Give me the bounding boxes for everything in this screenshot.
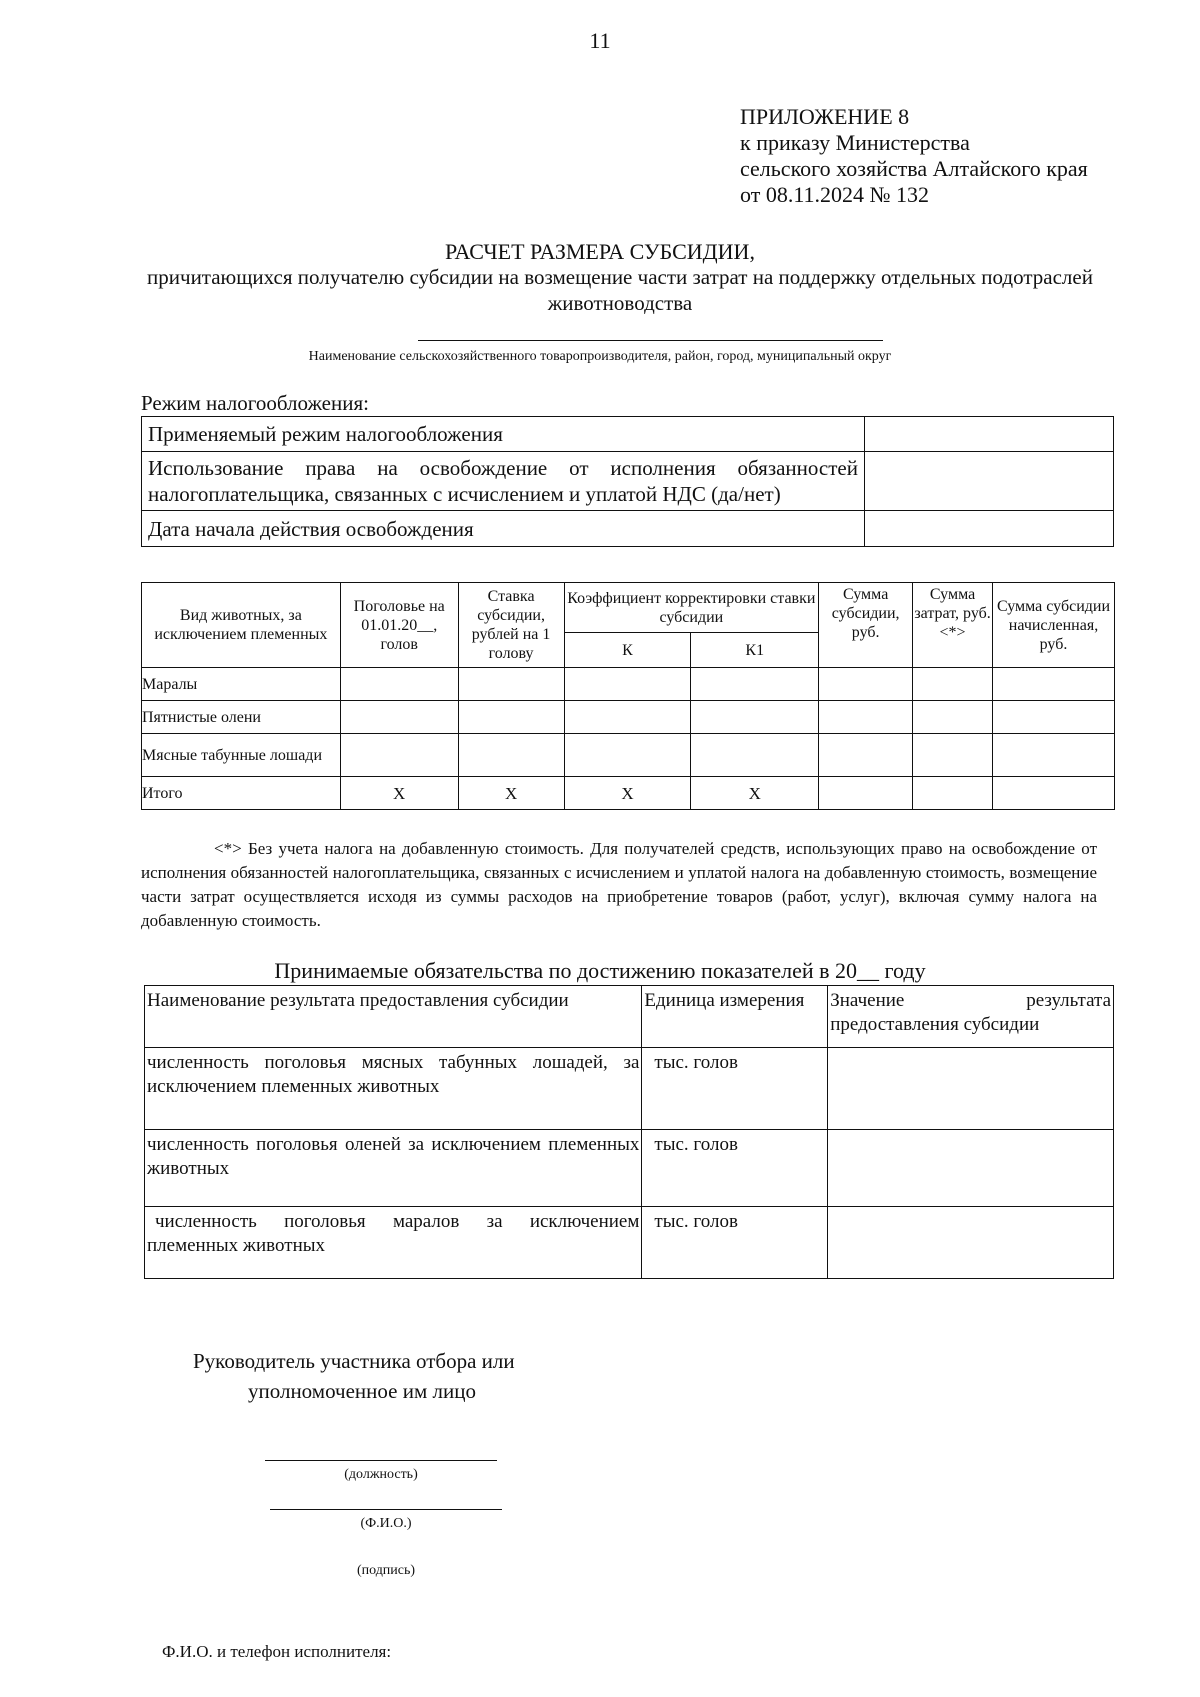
result-name: численность поголовья оленей за исключением племенных животных <box>145 1130 642 1207</box>
header-livestock: Поголовье на 01.01.20__, голов <box>340 583 458 668</box>
result-value[interactable] <box>828 1130 1114 1207</box>
signature-line1: Руководитель участника отбора или <box>193 1349 515 1373</box>
cell[interactable] <box>913 734 993 777</box>
document-title: РАСЧЕТ РАЗМЕРА СУБСИДИИ, <box>445 239 755 264</box>
row-total: Итого <box>142 777 341 810</box>
header-result-value: Значение результата предоставления субсидии <box>828 986 1114 1048</box>
page-number: 11 <box>589 28 611 53</box>
cell[interactable] <box>458 734 564 777</box>
position-caption: (должность) <box>344 1467 418 1482</box>
cell[interactable] <box>819 734 913 777</box>
table-row <box>142 511 1114 547</box>
appendix-line3: сельского хозяйства Алтайского края <box>740 156 1088 181</box>
result-value[interactable] <box>828 1207 1114 1279</box>
row-animal: Пятнистые олени <box>142 701 341 734</box>
cell[interactable] <box>564 701 691 734</box>
header-sum-costs: Сумма затрат, руб.<*> <box>913 583 993 668</box>
cell[interactable] <box>993 777 1115 810</box>
cell[interactable] <box>340 701 458 734</box>
result-name: численность поголовья мясных табунных лошадей, за исключением племенных животных <box>145 1048 642 1130</box>
appendix-line2: к приказу Министерства <box>740 130 970 155</box>
producer-caption: Наименование сельскохозяйственного товаропроизводителя, район, город, муниципальный округ <box>308 349 892 364</box>
x-mark: X <box>691 777 819 810</box>
header-unit: Единица измерения <box>642 986 828 1048</box>
position-line[interactable] <box>265 1460 497 1461</box>
producer-name-line[interactable] <box>418 340 883 341</box>
cell[interactable] <box>819 701 913 734</box>
cell[interactable] <box>458 701 564 734</box>
cell[interactable] <box>913 701 993 734</box>
cell[interactable] <box>691 734 819 777</box>
table-row <box>142 417 1114 452</box>
cell[interactable] <box>340 734 458 777</box>
tax-row-label: Использование права на освобождение от исполнения обязанностей налогоплательщика, связанных с исчислением и уплатой НДС (да/нет) <box>142 452 865 511</box>
commitments-table <box>144 985 1114 1279</box>
appendix-line4: от 08.11.2024 № 132 <box>740 182 929 207</box>
header-k1: К1 <box>691 633 819 668</box>
header-sum-subsidy: Сумма субсидии, руб. <box>819 583 913 668</box>
table-row <box>142 452 1114 511</box>
signature-block-title <box>193 1346 515 1406</box>
tax-regime-table <box>141 416 1114 547</box>
performer-label: Ф.И.О. и телефон исполнителя: <box>162 1642 392 1661</box>
header-sum-accrued: Сумма субсидии начисленная, руб. <box>993 583 1115 668</box>
result-name: численность поголовья маралов за исключением племенных животных <box>145 1207 642 1279</box>
x-mark: X <box>564 777 691 810</box>
tax-row-label: Применяемый режим налогообложения <box>142 417 865 452</box>
fio-line[interactable] <box>270 1509 502 1510</box>
header-rate: Ставка субсидии, рублей на 1 голову <box>458 583 564 668</box>
cell[interactable] <box>819 668 913 701</box>
result-unit: тыс. голов <box>642 1207 828 1279</box>
x-mark: X <box>340 777 458 810</box>
cell[interactable] <box>819 777 913 810</box>
row-animal: Маралы <box>142 668 341 701</box>
cell[interactable] <box>993 734 1115 777</box>
tax-row-value[interactable] <box>865 511 1114 547</box>
header-result-name: Наименование результата предоставления субсидии <box>145 986 642 1048</box>
table-total-row <box>142 777 1115 810</box>
table-row <box>142 668 1115 701</box>
cell[interactable] <box>458 668 564 701</box>
table-row <box>145 1048 1114 1130</box>
cell[interactable] <box>913 668 993 701</box>
cell[interactable] <box>691 668 819 701</box>
subsidy-calc-table <box>141 582 1115 810</box>
fio-caption: (Ф.И.О.) <box>360 1516 412 1531</box>
result-unit: тыс. голов <box>642 1130 828 1207</box>
header-coef: Коэффициент корректировки ставки субсидии <box>564 583 819 633</box>
table-row <box>142 701 1115 734</box>
document-subtitle: причитающихся получателю субсидии на возмещение части затрат на поддержку отдельных подотраслей животноводства <box>147 265 1093 315</box>
appendix-header <box>740 104 1088 208</box>
cell[interactable] <box>913 777 993 810</box>
result-unit: тыс. голов <box>642 1048 828 1130</box>
cell[interactable] <box>993 701 1115 734</box>
table-header-row <box>145 986 1114 1048</box>
signature-line2: уполномоченное им лицо <box>248 1379 476 1403</box>
cell[interactable] <box>564 668 691 701</box>
tax-row-value[interactable] <box>865 417 1114 452</box>
cell[interactable] <box>993 668 1115 701</box>
tax-row-value[interactable] <box>865 452 1114 511</box>
x-mark: X <box>458 777 564 810</box>
table-row <box>145 1207 1114 1279</box>
tax-regime-label: Режим налогообложения: <box>141 391 369 415</box>
appendix-line1: ПРИЛОЖЕНИЕ 8 <box>740 104 910 129</box>
row-animal: Мясные табунные лошади <box>142 734 341 777</box>
header-k: К <box>564 633 691 668</box>
header-animal: Вид животных, за исключением племенных <box>142 583 341 668</box>
commitments-title: Принимаемые обязательства по достижению показателей в 20__ году <box>274 958 926 983</box>
tax-row-label: Дата начала действия освобождения <box>142 511 865 547</box>
table-row <box>145 1130 1114 1207</box>
cell[interactable] <box>340 668 458 701</box>
result-value[interactable] <box>828 1048 1114 1130</box>
table-header-row <box>142 583 1115 633</box>
sign-caption: (подпись) <box>356 1563 416 1578</box>
cell[interactable] <box>691 701 819 734</box>
table-row <box>142 734 1115 777</box>
footnote: <*> Без учета налога на добавленную стоимость. Для получателей средств, использующих право на освобождение от исполнения обязанностей налогоплательщика, связанных с исчислением и уплатой налога на добавленную стоимость, возмещение части затрат осуществляется исходя из суммы расходов на приобретение товаров (работ, услуг), включая сумму налога на добавленную стоимость. <box>141 839 1097 930</box>
cell[interactable] <box>564 734 691 777</box>
